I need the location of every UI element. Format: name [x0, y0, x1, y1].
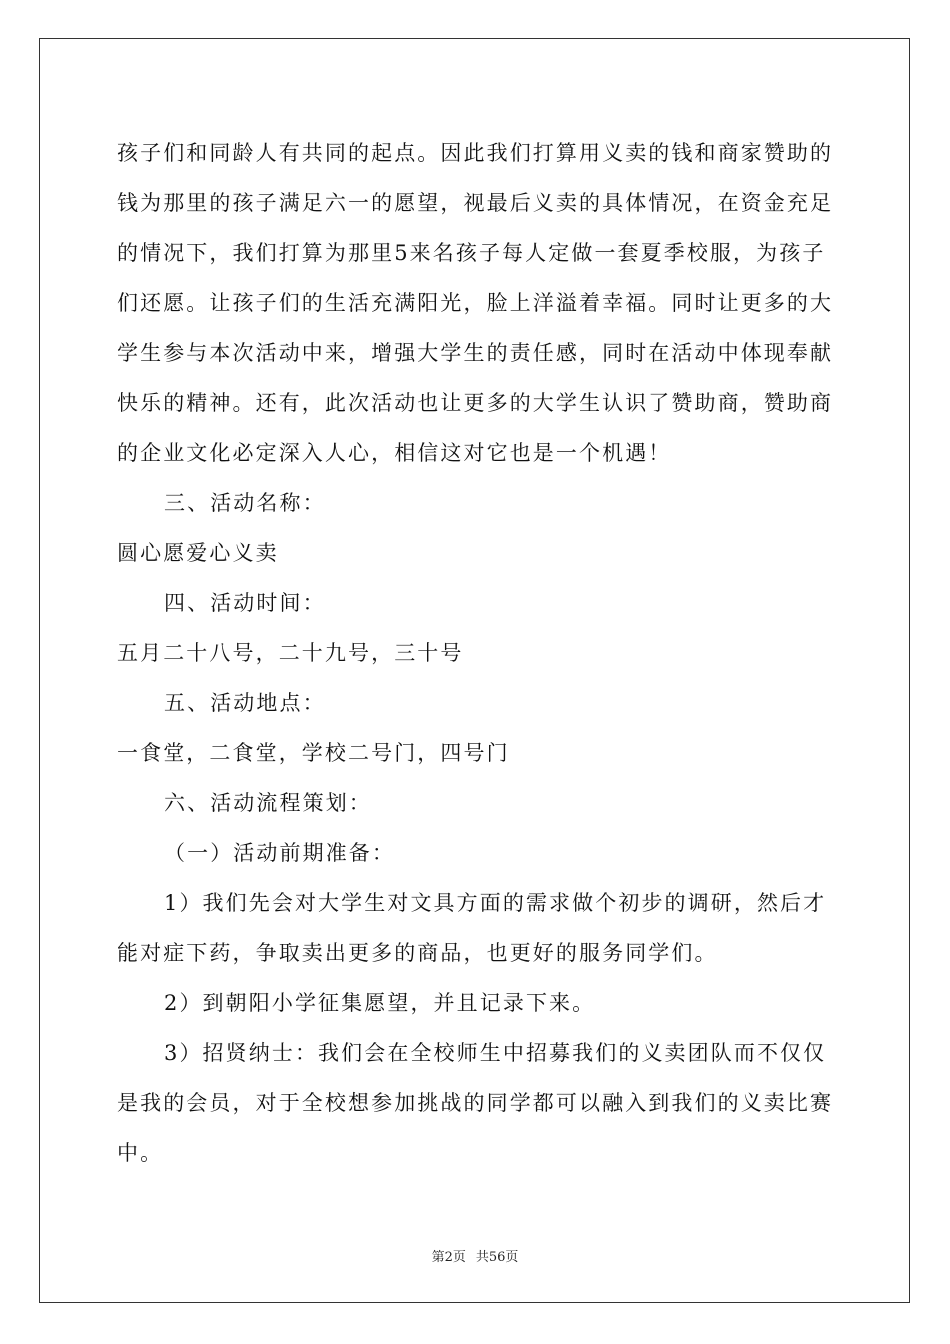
page-total: 共56页 [475, 1250, 519, 1265]
activity-time-value: 五月二十八号，二十九号，三十号 [117, 641, 464, 665]
list-item-recruit: 3）招贤纳士：我们会在全校师生中招募我们的义卖团队而不仅仅是我的会员，对于全校想参加挑战的同学都可以融入到我们的义卖比赛中。 [117, 1041, 834, 1165]
heading-activity-time: 四、活动时间： [164, 591, 326, 615]
page-footer [0, 1246, 950, 1265]
list-item-survey: 1）我们先会对大学生对文具方面的需求做个初步的调研，然后才能对症下药，争取卖出更多的商品，也更好的服务同学们。 [117, 891, 827, 965]
document-body [117, 128, 837, 1178]
list-item-wishes: 2）到朝阳小学征集愿望，并且记录下来。 [164, 991, 596, 1015]
heading-activity-location: 五、活动地点： [164, 691, 326, 715]
heading-activity-process: 六、活动流程策划： [164, 791, 372, 815]
heading-activity-name: 三、活动名称： [164, 491, 326, 515]
activity-location-value: 一食堂，二食堂，学校二号门，四号门 [117, 741, 510, 765]
paragraph-purpose: 孩子们和同龄人有共同的起点。因此我们打算用义卖的钱和商家赞助的钱为那里的孩子满足六一的愿望，视最后义卖的具体情况，在资金充足的情况下，我们打算为那里5来名孩子每人定做一套夏季校服，为孩子们还愿。让孩子们的生活充满阳光，脸上洋溢着幸福。同时让更多的大学生参与本次活动中来，增强大学生的责任感，同时在活动中体现奉献快乐的精神。还有，此次活动也让更多的大学生认识了赞助商，赞助商的企业文化必定深入人心，相信这对它也是一个机遇！ [117, 141, 834, 465]
page-number: 第2页 [431, 1250, 466, 1265]
subheading-preparation: （一）活动前期准备： [164, 841, 395, 865]
activity-name-value: 圆心愿爱心义卖 [117, 541, 279, 565]
